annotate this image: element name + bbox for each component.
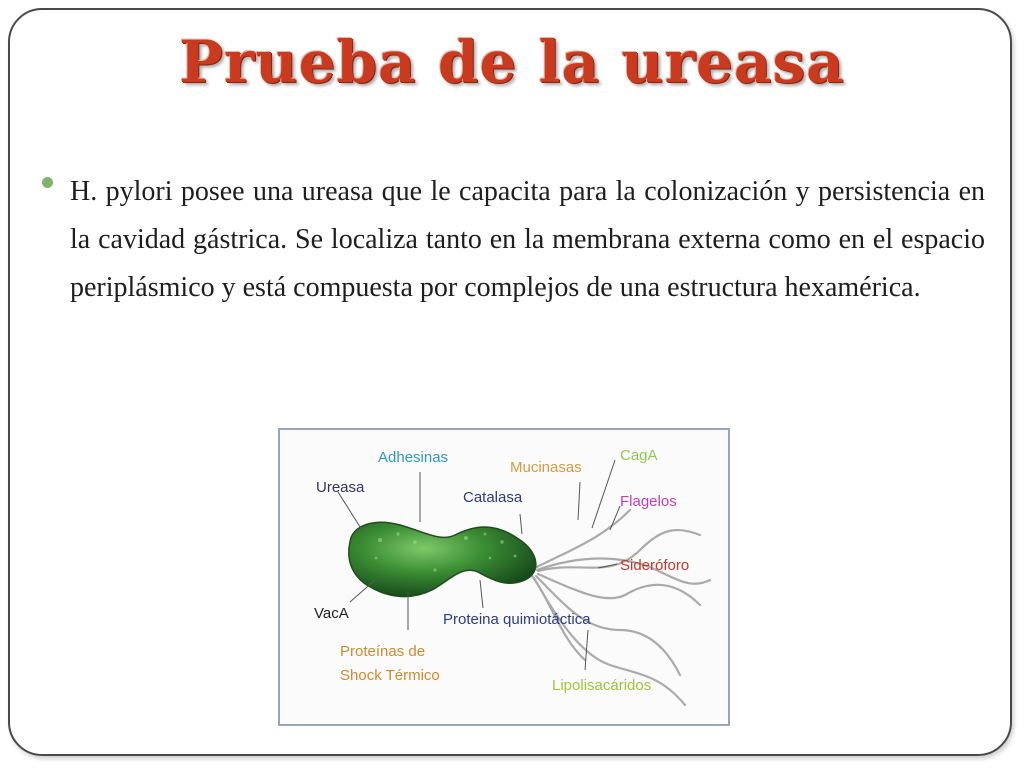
label-caga: CagA <box>620 447 658 464</box>
label-proteinas-shock-line1: Proteínas de <box>340 643 426 660</box>
label-proteinas-shock-line2: Shock Térmico <box>340 667 440 684</box>
flagella <box>532 510 710 705</box>
label-vaca: VacA <box>314 605 349 622</box>
bullet-icon <box>42 177 53 188</box>
label-flagelos: Flagelos <box>620 493 677 510</box>
bacterium-diagram <box>278 428 730 726</box>
label-adhesinas: Adhesinas <box>378 449 449 466</box>
label-catalasa: Catalasa <box>463 489 523 506</box>
helicobacter-body <box>349 522 536 596</box>
bacterium-diagram-svg <box>280 430 730 726</box>
label-ureasa: Ureasa <box>316 479 365 496</box>
slide-title: Prueba de la ureasa <box>179 28 845 96</box>
label-mucinasas: Mucinasas <box>510 459 582 476</box>
label-proteina-quimiotactica: Proteina quimiotáctica <box>443 611 591 628</box>
slide-body-text: H. pylori posee una ureasa que le capacita para la colonización y persistencia en la cavidad gástrica. Se localiza tanto en la membrana externa como en el espacio periplásmico y está compuesta por complejos de una estructura hexamérica. <box>70 176 985 303</box>
label-sideroforo: Sideróforo <box>620 557 690 574</box>
label-lipolisacaridos: Lipolisacáridos <box>552 677 652 694</box>
